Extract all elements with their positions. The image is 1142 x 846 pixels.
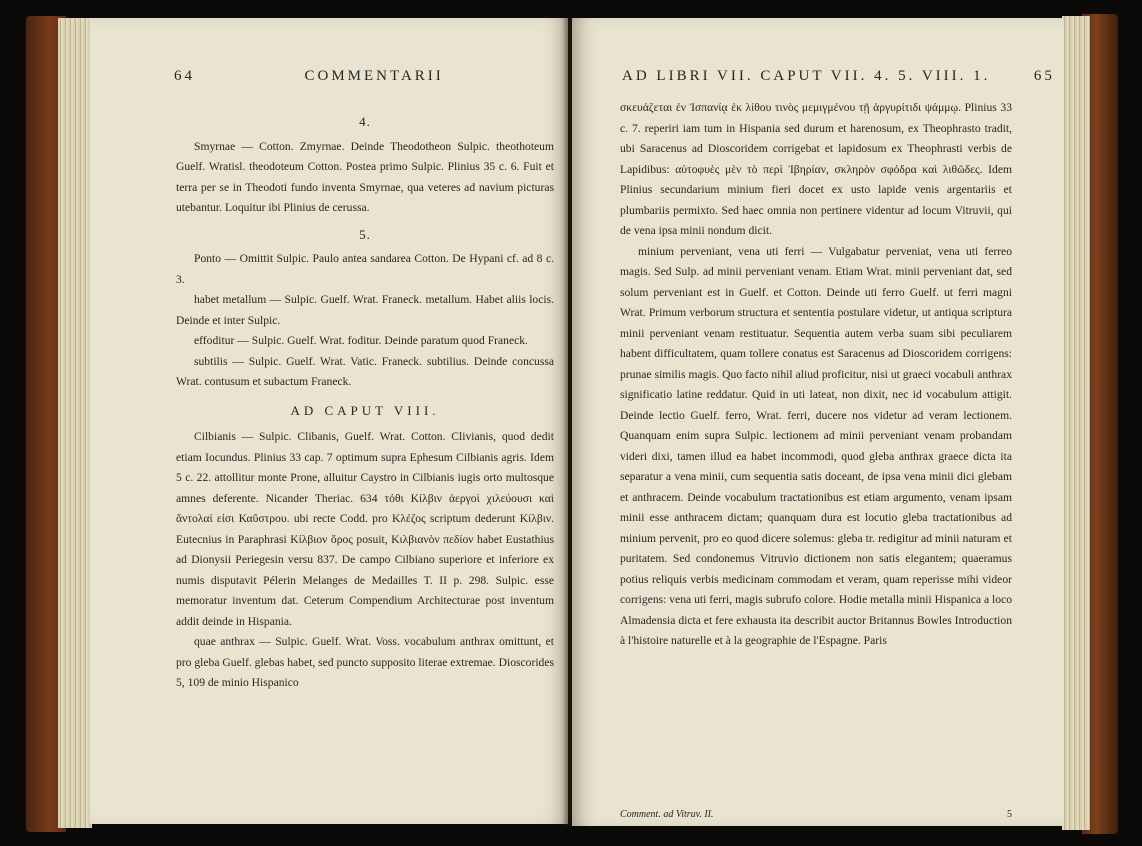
signature-footer — [620, 809, 1012, 820]
section-number-5: 5. — [359, 226, 371, 242]
paragraph: subtilis — Sulpic. Guelf. Wrat. Vatic. Franeck. subtilius. Deinde concussa Wrat. contusum et subactum Franeck. — [176, 354, 554, 388]
paragraph: σκευάζεται ἐν Ἰσπανίᾳ ἐκ λίθου τινὸς μεμιγμένου τῇ ἀργυρίτιδι ψάμμῳ. Plinius 33 c. 7. reperiri iam tum in Hispania sed durum et harenosum, ex Theophrasto tradit, ubi Saracenus ad Dioscoridem corrigebat et lapidosum ex Theophrasti verbis de Lapidibus: αὐτοφυὲς μὲν τὸ περὶ Ἰβηρίαν, σκληρὸν σφόδρα καὶ λιθῶδες. Idem Plinius secundarium minium fieri docet ex usto lapide venis argentariis et plumbariis permixto. Sed haec omnia non pertinere videntur ad locum Vitruvii, qui de vena ipsa minii nondum dicit. — [620, 101, 1012, 237]
page-edges-left — [58, 18, 92, 828]
chapter-heading: AD CAPUT VIII. — [290, 402, 440, 418]
left-page — [90, 18, 568, 824]
paragraph: Smyrnae — Cotton. Zmyrnae. Deinde Theodotheon Sulpic. theothoteum Guelf. Wratisl. theodoteum Cotton. Postea primo Sulpic. Plinius 35 c. 6. Fuit et terra per se in Theodoti fundo inventa Smyrnae, qua veteres ad navium picturas utebantur. Loquitur ibi Plinius de cerussa. — [176, 139, 554, 214]
paragraph: Ponto — Omittit Sulpic. Paulo antea sandarea Cotton. De Hypani cf. ad 8 c. 3. — [176, 252, 554, 286]
footer-gathering-number: 5 — [1007, 809, 1012, 820]
left-running-title: COMMENTARII — [304, 68, 444, 84]
left-running-head — [174, 68, 444, 85]
paragraph: minium perveniant, vena uti ferri — Vulgabatur perveniat, vena uti ferreo magis. Sed Sulp. ad minii perveniant venam. Etiam Wrat. minii perveniant dat, sed solum perveniant est in Guelf. et Cotton. Deinde uti ferro Guelf. ut ferri magni Wrat. Primum verborum structura et sententia postulare videtur, ut antiqua scriptura minii perveniant venam restituatur. Sequentia autem verba suam sibi peculiarem habent difficultatem, quam tollere conatus est Saracenus ad Dioscoridem corrigens: prunae similis magis. Quo facto nihil aliud proficitur, nisi ut graeci vocabuli anthrax significatio latine reddatur. Quid in uti lateat, non dixit, nec id vocabulum attigit. Deinde lectio Guelf. ferro, Wrat. ferri, ducere nos videtur ad veram lectionem. Quanquam enim supra Sulpic. lectionem ad minii perveniant venam probandam videri dixi, tamen illud ea habet incommodi, quod gleba anthrax graece dicta ita separatur a vena minii, cum sequentia satis doceant, de ipsa vena minii dici glebam et anthracem. Deinde vocabulum tractationibus est etiam argumento, venam ipsam minii esse anthracem dictam; quanquam dura est locutio gleba tractationibus ad minium pervenit, pro eo quod dicere solemus: gleba tr. redigitur ad minii naturam et puritatem. Sed condonemus Vitruvio dictionem non satis elegantem; quaeramus potius reliquis verbis medicinam commodam et veram, quam reperisse mihi videor corrigens: vena uti ferri, magis subrufo colore. Hodie metalla minii Hispanica a loco Almadensia dicta et fere exhausta ita describit auctor Britannus Bowles Introduction à l'histoire naturelle et à la geographie de l'Espagne. Paris — [620, 244, 1012, 647]
left-text-block — [176, 106, 554, 694]
paragraph: habet metallum — Sulpic. Guelf. Wrat. Franeck. metallum. Habet aliis locis. Deinde et inter Sulpic. — [176, 293, 554, 327]
paragraph: effoditur — Sulpic. Guelf. Wrat. foditur. Deinde paratum quod Franeck. — [194, 334, 528, 347]
section-number-4: 4. — [359, 114, 371, 129]
right-page-number: 65 — [1033, 68, 1055, 84]
right-page — [572, 18, 1064, 826]
right-running-head — [622, 68, 1055, 85]
paragraph: quae anthrax — Sulpic. Guelf. Wrat. Voss. vocabulum anthrax omittunt, et pro gleba Guelf. glebas habet, sed puncto supposito literae extremae. Dioscorides 5, 109 de minio Hispanico — [176, 635, 554, 689]
paragraph: Cilbianis — Sulpic. Clibanis, Guelf. Wrat. Cotton. Clivianis, quod dedit etiam Iocundus. Plinius 33 cap. 7 optimum supra Ephesum Cilbianis agris. Idem 5 c. 22. attollitur monte Prone, alluitur Caystro in Cilbianis iugis orto multosque amnes deferente. Nicander Theriac. 634 τόθι Κίλβιν ἀεργοὶ χιλεύουσι καὶ ἄντολαί εἰσι Καΰστρου. ubi recte Codd. pro Κλέζος scriptum dederunt Κίλβιν. Eutecnius in Paraphrasi Κίλβιον ὄρος posuit, Κιλβιανὸν πεδίον habet Eustathius ad Dionysii Periegesin versu 837. De campo Cilbiano superiore et inferiore ex numis disputavit Pélerin Melanges de Medailles T. II p. 298. Sulpic. esse memoratur inventum dat. Ceterum Compendium Architecturae post inventum addit deinde in Hispania. — [176, 430, 554, 628]
page-edges-right — [1062, 16, 1090, 830]
footer-signature-mark: Comment. ad Vitruv. II. — [620, 809, 714, 820]
right-text-block — [620, 98, 1012, 652]
right-running-title: AD LIBRI VII. CAPUT VII. 4. 5. VIII. 1. — [622, 68, 991, 84]
left-page-number: 64 — [174, 68, 195, 84]
